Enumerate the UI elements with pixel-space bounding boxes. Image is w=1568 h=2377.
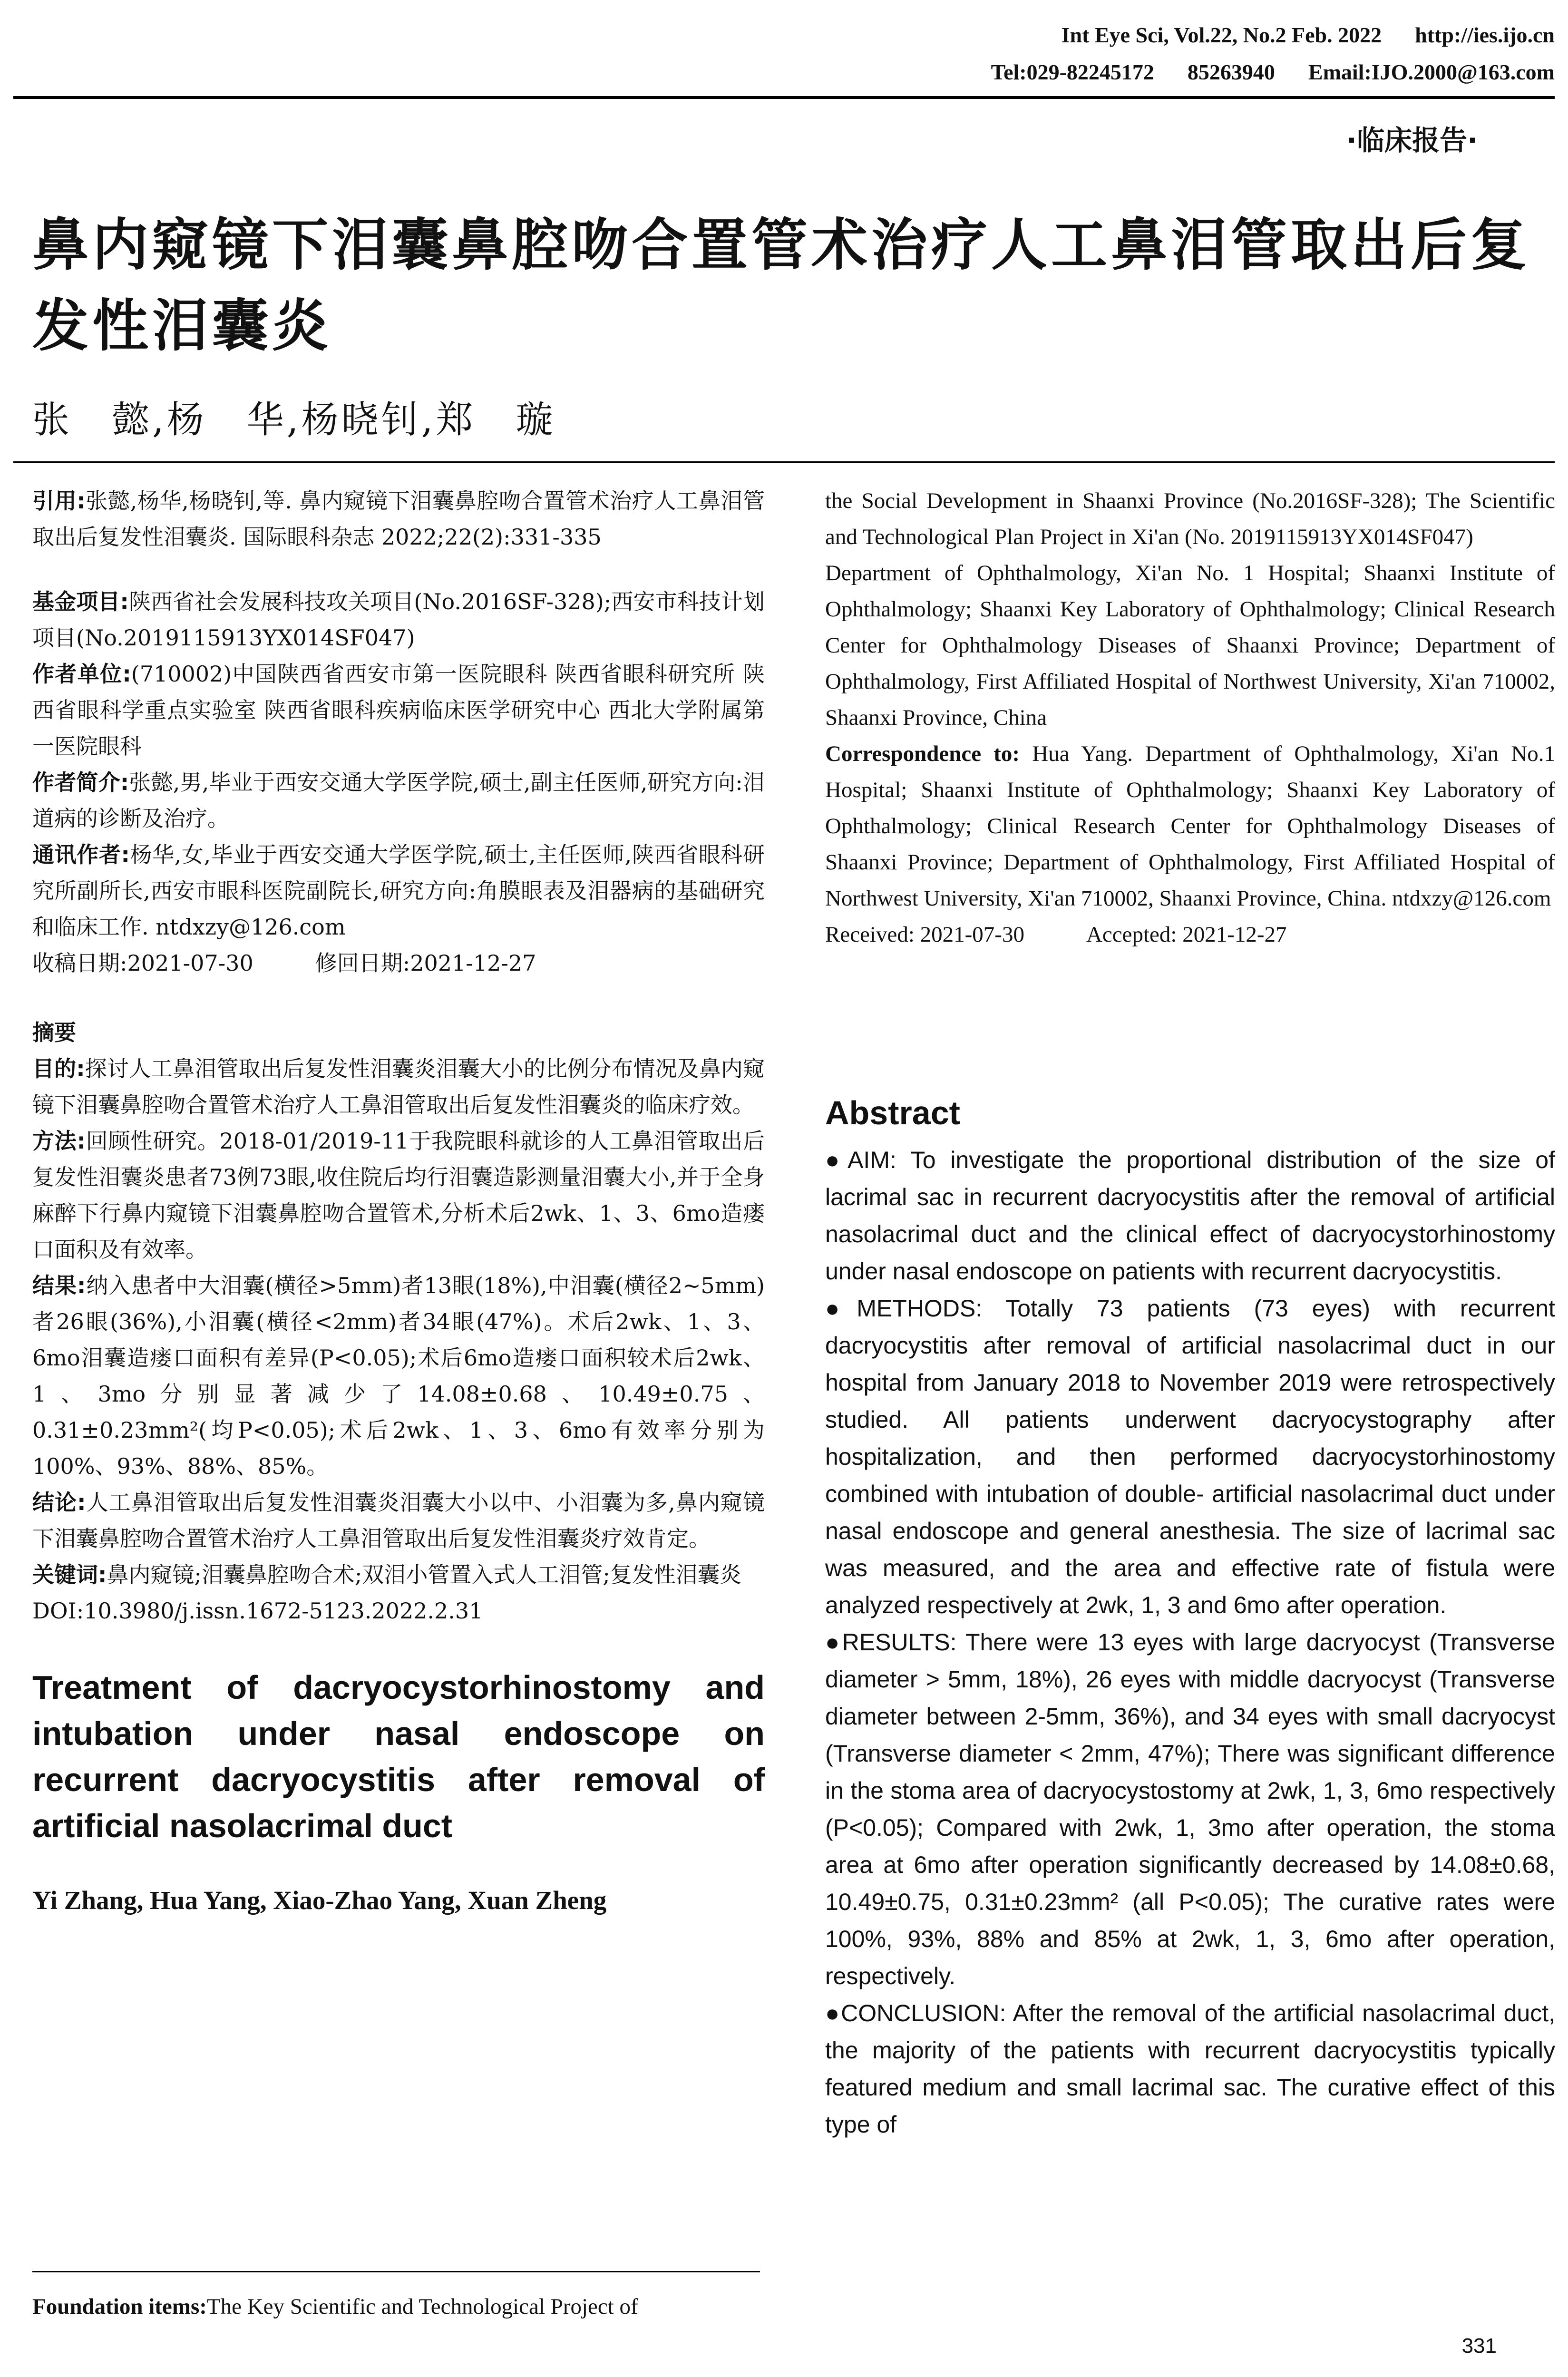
paper-title-cn: 鼻内窥镜下泪囊鼻腔吻合置管术治疗人工鼻泪管取出后复发性泪囊炎 bbox=[32, 212, 1531, 359]
corresponding-author-cn: 通讯作者:杨华,女,毕业于西安交通大学医学院,硕士,主任医师,陕西省眼科研究所副所长,西安市眼科医院副院长,研究方向:角膜眼表及泪器病的基础研究和临床工作. ntdxzy@126.com bbox=[32, 842, 765, 940]
authors-en: Yi Zhang, Hua Yang, Xiao-Zhao Yang, Xuan Zheng bbox=[32, 1886, 607, 1915]
running-header-line1 bbox=[1028, 19, 1555, 51]
footnote-rule bbox=[32, 2271, 760, 2272]
abstract-en bbox=[825, 1089, 1555, 2143]
journal-email: Email:IJO.2000@163.com bbox=[1308, 60, 1555, 84]
journal-tel2: 85263940 bbox=[1187, 60, 1275, 84]
result-cn: 结果:纳入患者中大泪囊(横径>5mm)者13眼(18%),中泪囊(横径2~5mm)者26眼(36%),小泪囊(横径<2mm)者34眼(47%)。术后2wk、1、3、6mo泪囊造瘘口面积有差异(P<0.05);术后6mo造瘘口面积较术后2wk、1、3mo分别显著减少了14.08±0.68、10.49±0.75、0.31±0.23mm²(均P<0.05);术后2wk、1、3、6mo有效率分别为100%、93%、88%、85%。 bbox=[32, 1273, 765, 1479]
conclusion-cn: 结论:人工鼻泪管取出后复发性泪囊炎泪囊大小以中、小泪囊为多,鼻内窥镜下泪囊鼻腔吻合置管术治疗人工鼻泪管取出后复发性泪囊炎疗效肯定。 bbox=[32, 1490, 765, 1551]
abstract-heading-en: Abstract bbox=[825, 1094, 960, 1131]
author-bio: 作者简介:张懿,男,毕业于西安交通大学医学院,硕士,副主任医师,研究方向:泪道病的诊断及治疗。 bbox=[32, 770, 765, 831]
journal-url: http://ies.ijo.cn bbox=[1415, 23, 1555, 47]
correspondence-en: Correspondence to: Hua Yang. Department of Ophthalmology, Xi'an No.1 Hospital; Shaanxi Institute of Ophthalmology; Shaanxi Key Laboratory of Ophthalmology; Clinical Research Center for Ophthalmology Diseases of Shaanxi Province; Department of Ophthalmology, First Affiliated Hospital of Northwest University, Xi'an 710002, Shaanxi Province, China. ntdxzy@126.com bbox=[825, 741, 1555, 911]
method-cn: 方法:回顾性研究。2018-01/2019-11于我院眼科就诊的人工鼻泪管取出后复发性泪囊炎患者73例73眼,收住院后均行泪囊造影测量泪囊大小,并于全身麻醉下行鼻内窥镜下泪囊鼻腔吻合置管术,分析术后2wk、1、3、6mo造瘘口面积及有效率。 bbox=[32, 1128, 765, 1262]
section-tag: ·临床报告· bbox=[1346, 124, 1478, 156]
foundation-en: Foundation items:The Key Scientific and Technological Project of bbox=[32, 2294, 638, 2319]
citation: 引用:张懿,杨华,杨晓钊,等. 鼻内窥镜下泪囊鼻腔吻合置管术治疗人工鼻泪管取出后复发性泪囊炎. 国际眼科杂志 2022;22(2):331-335 bbox=[32, 488, 765, 550]
abstract-heading-cn: 摘要 bbox=[32, 1020, 76, 1045]
right-column bbox=[825, 483, 1555, 972]
journal-issue: Int Eye Sci, Vol.22, No.2 Feb. 2022 bbox=[1061, 23, 1382, 47]
keywords-cn: 关键词:鼻内窥镜;泪囊鼻腔吻合术;双泪小管置入式人工泪管;复发性泪囊炎 bbox=[32, 1562, 741, 1588]
foundation-cont-en: the Social Development in Shaanxi Province (No.2016SF-328); The Scientific and Technological Plan Project in Xi'an (No. 2019115913YX014SF047) bbox=[825, 488, 1555, 549]
paper-title-en: Treatment of dacryocystorhinostomy and intubation under nasal endoscope on recurrent dacryocystitis after removal of artificial nasolacrimal duct bbox=[32, 1669, 765, 1844]
left-column bbox=[32, 483, 765, 1919]
fund-cn: 基金项目:陕西省社会发展科技攻关项目(No.2016SF-328);西安市科技计划项目(No.2019115913YX014SF047) bbox=[32, 589, 765, 651]
affiliation-en: Department of Ophthalmology, Xi'an No. 1 Hospital; Shaanxi Institute of Ophthalmology; Shaanxi Key Laboratory of Ophthalmology; Clinical Research Center for Ophthalmology Diseases of Shaanxi Province; Department of Ophthalmology, First Affiliated Hospital of Northwest University, Xi'an 710002, Shaanxi Province, China bbox=[825, 561, 1555, 730]
page-number: 331 bbox=[1461, 2334, 1497, 2358]
affiliation-cn: 作者单位:(710002)中国陕西省西安市第一医院眼科 陕西省眼科研究所 陕西省眼科学重点实验室 陕西省眼科疾病临床医学研究中心 西北大学附属第一医院眼科 bbox=[32, 661, 765, 759]
authors-cn: 张 懿,杨 华,杨晓钊,郑 璇 bbox=[32, 399, 556, 441]
conclusion-en: ●CONCLUSION: After the removal of the artificial nasolacrimal duct, the majority of the patients with recurrent dacryocystitis typically featured medium and small lacrimal sac. The curative effect of this type of bbox=[825, 2000, 1556, 2138]
results-en: ●RESULTS: There were 13 eyes with large dacryocyst (Transverse diameter > 5mm, 18%), 26 eyes with middle dacryocyst (Transverse diameter between 2-5mm, 36%), and 34 eyes with small dacryocyst (Transverse diameter < 2mm, 47%); There was significant difference in the stoma area of dacryocystostomy at 2wk, 1, 3, 6mo respectively (P<0.05); Compared with 2wk, 1, 3mo after operation, the stoma area at 6mo after operation significantly decreased by 14.08±0.68, 10.49±0.75, 0.31±0.23mm² (all P<0.05); The curative rates were 100%, 93%, 88% and 85% at 2wk, 1, 3, 6mo after operation, respectively. bbox=[825, 1629, 1555, 1989]
aim-en: ●AIM: To investigate the proportional distribution of the size of lacrimal sac in recurrent dacryocystitis after the removal of artificial nasolacrimal duct and the clinical effect of dacryocystorhinostomy under nasal endoscope on patients with recurrent dacryocystitis. bbox=[825, 1147, 1555, 1285]
doi: DOI:10.3980/j.issn.1672-5123.2022.2.31 bbox=[32, 1598, 483, 1624]
methods-en: ●METHODS: Totally 73 patients (73 eyes) with recurrent dacryocystitis after removal of artificial nasolacrimal duct in our hospital from January 2018 to November 2019 were retrospectively studied. All patients underwent dacryocystography after hospitalization, and then performed dacryocystorhinostomy combined with intubation of double- artificial nasolacrimal duct under nasal endoscope and general anesthesia. The size of lacrimal sac was measured, and the area and effective rate of fistula were analyzed respectively at 2wk, 1, 3 and 6mo after operation. bbox=[825, 1295, 1555, 1618]
aim-cn: 目的:探讨人工鼻泪管取出后复发性泪囊炎泪囊大小的比例分布情况及鼻内窥镜下泪囊鼻腔吻合置管术治疗人工鼻泪管取出后复发性泪囊炎的临床疗效。 bbox=[32, 1056, 765, 1118]
header-rule bbox=[13, 96, 1555, 99]
dates-en: Received: 2021-07-30 Accepted: 2021-12-27 bbox=[825, 922, 1287, 947]
journal-tel: Tel:029-82245172 bbox=[991, 60, 1154, 84]
dates-cn: 收稿日期:2021-07-30 修回日期:2021-12-27 bbox=[32, 950, 536, 976]
running-header-line2 bbox=[958, 56, 1555, 88]
title-rule bbox=[13, 461, 1555, 463]
